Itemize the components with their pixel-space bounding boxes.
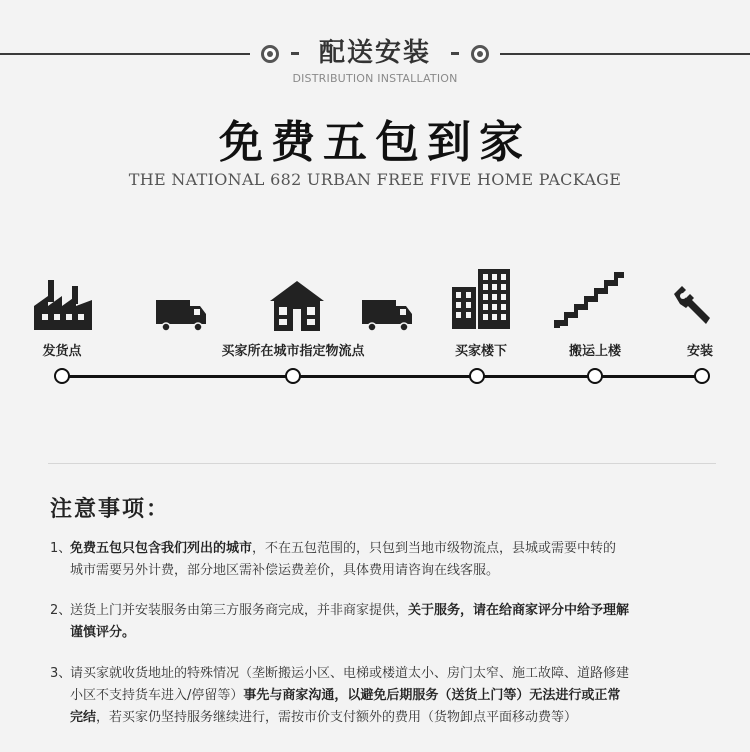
timeline-node xyxy=(54,368,70,384)
note-number: 1、 xyxy=(50,541,72,556)
truck-icon xyxy=(156,300,206,332)
note-number: 2、 xyxy=(50,603,72,618)
progress-timeline xyxy=(62,375,702,378)
step-label-downstairs: 买家楼下 xyxy=(454,344,508,359)
timeline-node xyxy=(587,368,603,384)
note-text: ，若买家仍坚持服务继续进行，需按市价支付额外的费用（货物卸点平面移动费等） xyxy=(96,710,578,725)
notes-title: 注意事项： xyxy=(50,497,171,522)
note-emphasis: 关于服务，请在给商家评分中给予理解 xyxy=(408,603,630,618)
wrench-icon xyxy=(672,284,714,326)
note-item xyxy=(50,600,710,644)
note-emphasis: 谨慎评分。 xyxy=(70,625,136,640)
note-emphasis: 事先与商家沟通，以避免后期服务（送货上门等）无法进行或正常 xyxy=(243,688,621,703)
note-number: 3、 xyxy=(50,666,72,681)
stairs-icon xyxy=(554,270,624,328)
note-text: ，不在五包范围的，只包到当地市级物流点，县城或需要中转的 xyxy=(252,541,617,556)
step-label-install: 安装 xyxy=(686,344,714,359)
step-label-carry-upstairs: 搬运上楼 xyxy=(568,344,622,359)
timeline-node xyxy=(469,368,485,384)
divider xyxy=(48,463,716,464)
page-subtitle: THE NATIONAL 682 URBAN FREE FIVE HOME PACKAGE xyxy=(128,170,622,189)
buildings-icon xyxy=(452,269,510,329)
step-label-city-logistics: 买家所在城市指定物流点 xyxy=(221,344,365,359)
note-item xyxy=(50,663,710,729)
factory-icon xyxy=(32,280,94,330)
timeline-node xyxy=(285,368,301,384)
step-label-origin: 发货点 xyxy=(42,344,82,359)
note-text: 城市需要另外计费，部分地区需补偿运费差价，具体费用请咨询在线客服。 xyxy=(70,563,500,578)
timeline-node xyxy=(694,368,710,384)
note-item xyxy=(50,538,710,582)
note-text: 请买家就收货地址的特殊情况（垄断搬运小区、电梯或楼道太小、房门太窄、施工故障、道路修建 xyxy=(70,666,630,681)
note-emphasis: 完结 xyxy=(70,710,97,725)
page-title: 免费五包到家 xyxy=(219,117,531,168)
note-text: 小区不支持货车进入/停留等） xyxy=(70,688,244,703)
section-subtitle: DISTRIBUTION INSTALLATION xyxy=(292,72,458,85)
note-text: 送货上门并安装服务由第三方服务商完成，并非商家提供， xyxy=(70,603,409,618)
note-emphasis: 免费五包只包含我们列出的城市 xyxy=(70,541,253,556)
section-title: 配送安装 xyxy=(318,38,431,68)
truck-icon xyxy=(362,300,412,332)
house-icon xyxy=(270,281,324,331)
